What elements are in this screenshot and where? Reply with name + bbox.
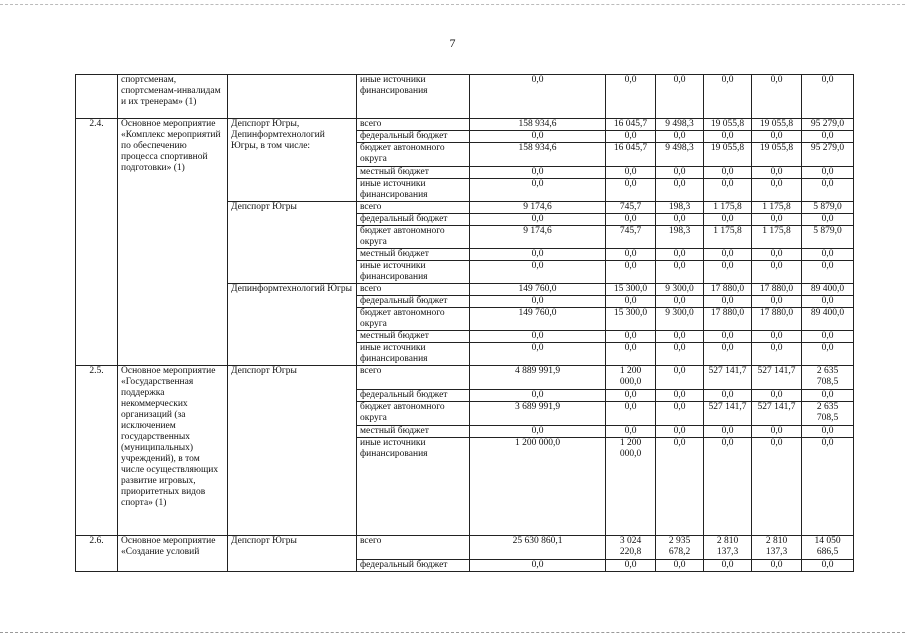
value-year: 198,3 xyxy=(656,226,704,249)
value-year: 89 400,0 xyxy=(802,308,854,331)
value-year: 95 279,0 xyxy=(802,143,854,167)
value-year: 527 141,7 xyxy=(752,366,802,390)
value-total: 4 889 991,9 xyxy=(470,366,606,390)
funding-source: всего xyxy=(357,119,470,131)
value-year: 527 141,7 xyxy=(704,402,752,426)
value-year: 527 141,7 xyxy=(752,402,802,426)
value-year: 0,0 xyxy=(752,75,802,119)
value-total: 0,0 xyxy=(470,75,606,119)
value-year: 2 810 137,3 xyxy=(704,536,752,560)
value-year: 19 055,8 xyxy=(752,119,802,131)
value-total: 0,0 xyxy=(470,331,606,343)
value-year: 0,0 xyxy=(656,366,704,390)
value-total: 158 934,6 xyxy=(470,119,606,131)
funding-source: всего xyxy=(357,202,470,214)
funding-source: федеральный бюджет xyxy=(357,131,470,143)
value-year: 0,0 xyxy=(752,179,802,202)
value-year: 0,0 xyxy=(656,331,704,343)
value-year: 0,0 xyxy=(656,167,704,179)
value-year: 1 175,8 xyxy=(704,202,752,214)
value-year: 15 300,0 xyxy=(606,284,656,296)
funding-source: федеральный бюджет xyxy=(357,296,470,308)
activity-name: Основное мероприятие «Создание условий xyxy=(118,536,228,572)
funding-source: федеральный бюджет xyxy=(357,214,470,226)
value-year: 17 880,0 xyxy=(752,284,802,296)
value-total: 0,0 xyxy=(470,214,606,226)
value-year: 2 810 137,3 xyxy=(752,536,802,560)
value-year: 0,0 xyxy=(752,214,802,226)
value-year: 0,0 xyxy=(606,296,656,308)
value-year: 0,0 xyxy=(656,214,704,226)
value-year: 0,0 xyxy=(802,560,854,572)
value-year: 527 141,7 xyxy=(704,366,752,390)
value-year: 0,0 xyxy=(802,261,854,284)
activity-name: спортсменам, спортсменам-инвалидам и их тренерам» (1) xyxy=(118,75,228,119)
value-year: 0,0 xyxy=(606,331,656,343)
value-year: 0,0 xyxy=(606,214,656,226)
value-year: 0,0 xyxy=(656,426,704,438)
activity-name: Основное мероприятие «Комплекс мероприятий по обеспечению процесса спортивной подготовки» (1) xyxy=(118,119,228,366)
value-year: 5 879,0 xyxy=(802,226,854,249)
value-year: 0,0 xyxy=(752,249,802,261)
value-year: 3 024 220,8 xyxy=(606,536,656,560)
funding-source: федеральный бюджет xyxy=(357,560,470,572)
value-year: 0,0 xyxy=(752,261,802,284)
value-year: 0,0 xyxy=(656,390,704,402)
value-year: 0,0 xyxy=(704,261,752,284)
value-year: 0,0 xyxy=(704,426,752,438)
value-year: 0,0 xyxy=(802,296,854,308)
value-year: 2 635 708,5 xyxy=(802,402,854,426)
value-year: 0,0 xyxy=(606,426,656,438)
executor: Депспорт Югры xyxy=(228,366,357,536)
funding-source: иные источники финансирования xyxy=(357,343,470,366)
value-year: 0,0 xyxy=(704,343,752,366)
value-year: 1 200 000,0 xyxy=(606,366,656,390)
executor: Депинформтехнологий Югры xyxy=(228,284,357,366)
value-total: 0,0 xyxy=(470,390,606,402)
funding-source: местный бюджет xyxy=(357,331,470,343)
value-year: 2 635 708,5 xyxy=(802,366,854,390)
value-year: 0,0 xyxy=(752,331,802,343)
page-number: 7 xyxy=(449,36,456,50)
activity-number: 2.5. xyxy=(76,366,118,536)
value-year: 0,0 xyxy=(752,438,802,536)
value-year: 0,0 xyxy=(656,261,704,284)
executor xyxy=(228,75,357,119)
value-year: 1 200 000,0 xyxy=(606,438,656,536)
value-year: 0,0 xyxy=(752,167,802,179)
value-year: 0,0 xyxy=(752,426,802,438)
value-total: 0,0 xyxy=(470,560,606,572)
value-year: 9 300,0 xyxy=(656,284,704,296)
value-year: 19 055,8 xyxy=(704,119,752,131)
activity-number xyxy=(76,75,118,119)
value-year: 0,0 xyxy=(704,438,752,536)
value-year: 0,0 xyxy=(752,390,802,402)
value-year: 0,0 xyxy=(802,331,854,343)
activity-name: Основное мероприятие «Государственная поддержка некоммерческих организаций (за исключением государственных (муниципальных) учреждений), в том числе осуществляющих развитие игровых, приоритетных видов спорта» (1) xyxy=(118,366,228,536)
value-total: 9 174,6 xyxy=(470,226,606,249)
funding-source: местный бюджет xyxy=(357,426,470,438)
value-year: 9 498,3 xyxy=(656,143,704,167)
value-total: 9 174,6 xyxy=(470,202,606,214)
value-total: 0,0 xyxy=(470,296,606,308)
value-year: 0,0 xyxy=(606,167,656,179)
value-year: 0,0 xyxy=(606,131,656,143)
table-row xyxy=(76,536,854,560)
funding-source: иные источники финансирования xyxy=(357,438,470,536)
value-year: 16 045,7 xyxy=(606,143,656,167)
activity-number: 2.4. xyxy=(76,119,118,366)
value-year: 0,0 xyxy=(802,214,854,226)
table-row xyxy=(76,366,854,390)
value-year: 0,0 xyxy=(752,296,802,308)
value-year: 0,0 xyxy=(704,179,752,202)
value-year: 9 300,0 xyxy=(656,308,704,331)
value-year: 14 050 686,5 xyxy=(802,536,854,560)
funding-source: местный бюджет xyxy=(357,167,470,179)
value-year: 1 175,8 xyxy=(752,226,802,249)
value-year: 0,0 xyxy=(606,179,656,202)
funding-source: всего xyxy=(357,536,470,560)
funding-source: всего xyxy=(357,366,470,390)
value-year: 89 400,0 xyxy=(802,284,854,296)
table-row xyxy=(76,119,854,131)
value-year: 9 498,3 xyxy=(656,119,704,131)
budget-table xyxy=(75,74,854,572)
funding-source: бюджет автономного округа xyxy=(357,402,470,426)
table-row xyxy=(76,75,854,119)
funding-source: всего xyxy=(357,284,470,296)
funding-source: федеральный бюджет xyxy=(357,390,470,402)
value-year: 0,0 xyxy=(656,179,704,202)
value-year: 0,0 xyxy=(704,249,752,261)
value-year: 0,0 xyxy=(656,402,704,426)
value-year: 0,0 xyxy=(606,75,656,119)
value-year: 0,0 xyxy=(802,343,854,366)
value-year: 0,0 xyxy=(752,131,802,143)
value-total: 0,0 xyxy=(470,426,606,438)
value-year: 0,0 xyxy=(752,343,802,366)
funding-source: иные источники финансирования xyxy=(357,75,470,119)
funding-source: местный бюджет xyxy=(357,249,470,261)
executor: Депспорт Югры xyxy=(228,202,357,284)
funding-source: бюджет автономного округа xyxy=(357,308,470,331)
value-year: 0,0 xyxy=(606,343,656,366)
value-year: 0,0 xyxy=(606,390,656,402)
value-total: 3 689 991,9 xyxy=(470,402,606,426)
value-year: 745,7 xyxy=(606,202,656,214)
value-year: 0,0 xyxy=(606,261,656,284)
value-year: 0,0 xyxy=(704,296,752,308)
value-year: 1 175,8 xyxy=(704,226,752,249)
value-total: 0,0 xyxy=(470,249,606,261)
value-year: 0,0 xyxy=(802,167,854,179)
value-year: 95 279,0 xyxy=(802,119,854,131)
value-year: 17 880,0 xyxy=(704,308,752,331)
value-year: 0,0 xyxy=(656,249,704,261)
value-year: 0,0 xyxy=(704,167,752,179)
value-year: 0,0 xyxy=(704,331,752,343)
value-total: 149 760,0 xyxy=(470,308,606,331)
value-year: 19 055,8 xyxy=(704,143,752,167)
value-year: 2 935 678,2 xyxy=(656,536,704,560)
scan-edge-bottom xyxy=(0,632,905,634)
value-year: 198,3 xyxy=(656,202,704,214)
value-year: 0,0 xyxy=(606,249,656,261)
value-year: 0,0 xyxy=(802,131,854,143)
value-year: 15 300,0 xyxy=(606,308,656,331)
value-total: 0,0 xyxy=(470,131,606,143)
value-year: 0,0 xyxy=(802,179,854,202)
value-year: 0,0 xyxy=(704,131,752,143)
activity-number: 2.6. xyxy=(76,536,118,572)
value-year: 0,0 xyxy=(704,75,752,119)
value-year: 5 879,0 xyxy=(802,202,854,214)
scan-edge-top xyxy=(0,4,905,6)
value-total: 0,0 xyxy=(470,179,606,202)
value-year: 16 045,7 xyxy=(606,119,656,131)
value-year: 19 055,8 xyxy=(752,143,802,167)
value-year: 0,0 xyxy=(704,390,752,402)
value-year: 0,0 xyxy=(656,296,704,308)
table-body xyxy=(76,75,854,572)
value-year: 0,0 xyxy=(802,75,854,119)
funding-source: бюджет автономного округа xyxy=(357,226,470,249)
value-year: 0,0 xyxy=(656,438,704,536)
value-year: 0,0 xyxy=(802,249,854,261)
value-year: 17 880,0 xyxy=(704,284,752,296)
value-year: 17 880,0 xyxy=(752,308,802,331)
value-year: 1 175,8 xyxy=(752,202,802,214)
value-year: 0,0 xyxy=(656,343,704,366)
value-total: 0,0 xyxy=(470,261,606,284)
value-year: 0,0 xyxy=(704,560,752,572)
value-year: 0,0 xyxy=(656,131,704,143)
value-year: 0,0 xyxy=(802,390,854,402)
executor: Депспорт Югры xyxy=(228,536,357,572)
value-total: 158 934,6 xyxy=(470,143,606,167)
value-year: 0,0 xyxy=(606,402,656,426)
value-total: 1 200 000,0 xyxy=(470,438,606,536)
executor: Депспорт Югры, Депинформтехнологий Югры, в том числе: xyxy=(228,119,357,202)
funding-source: иные источники финансирования xyxy=(357,261,470,284)
value-total: 0,0 xyxy=(470,343,606,366)
value-total: 149 760,0 xyxy=(470,284,606,296)
value-year: 0,0 xyxy=(704,214,752,226)
value-year: 0,0 xyxy=(656,560,704,572)
value-year: 0,0 xyxy=(606,560,656,572)
value-year: 0,0 xyxy=(802,438,854,536)
value-total: 25 630 860,1 xyxy=(470,536,606,560)
value-total: 0,0 xyxy=(470,167,606,179)
value-year: 0,0 xyxy=(656,75,704,119)
funding-source: иные источники финансирования xyxy=(357,179,470,202)
value-year: 745,7 xyxy=(606,226,656,249)
value-year: 0,0 xyxy=(802,426,854,438)
funding-source: бюджет автономного округа xyxy=(357,143,470,167)
value-year: 0,0 xyxy=(752,560,802,572)
